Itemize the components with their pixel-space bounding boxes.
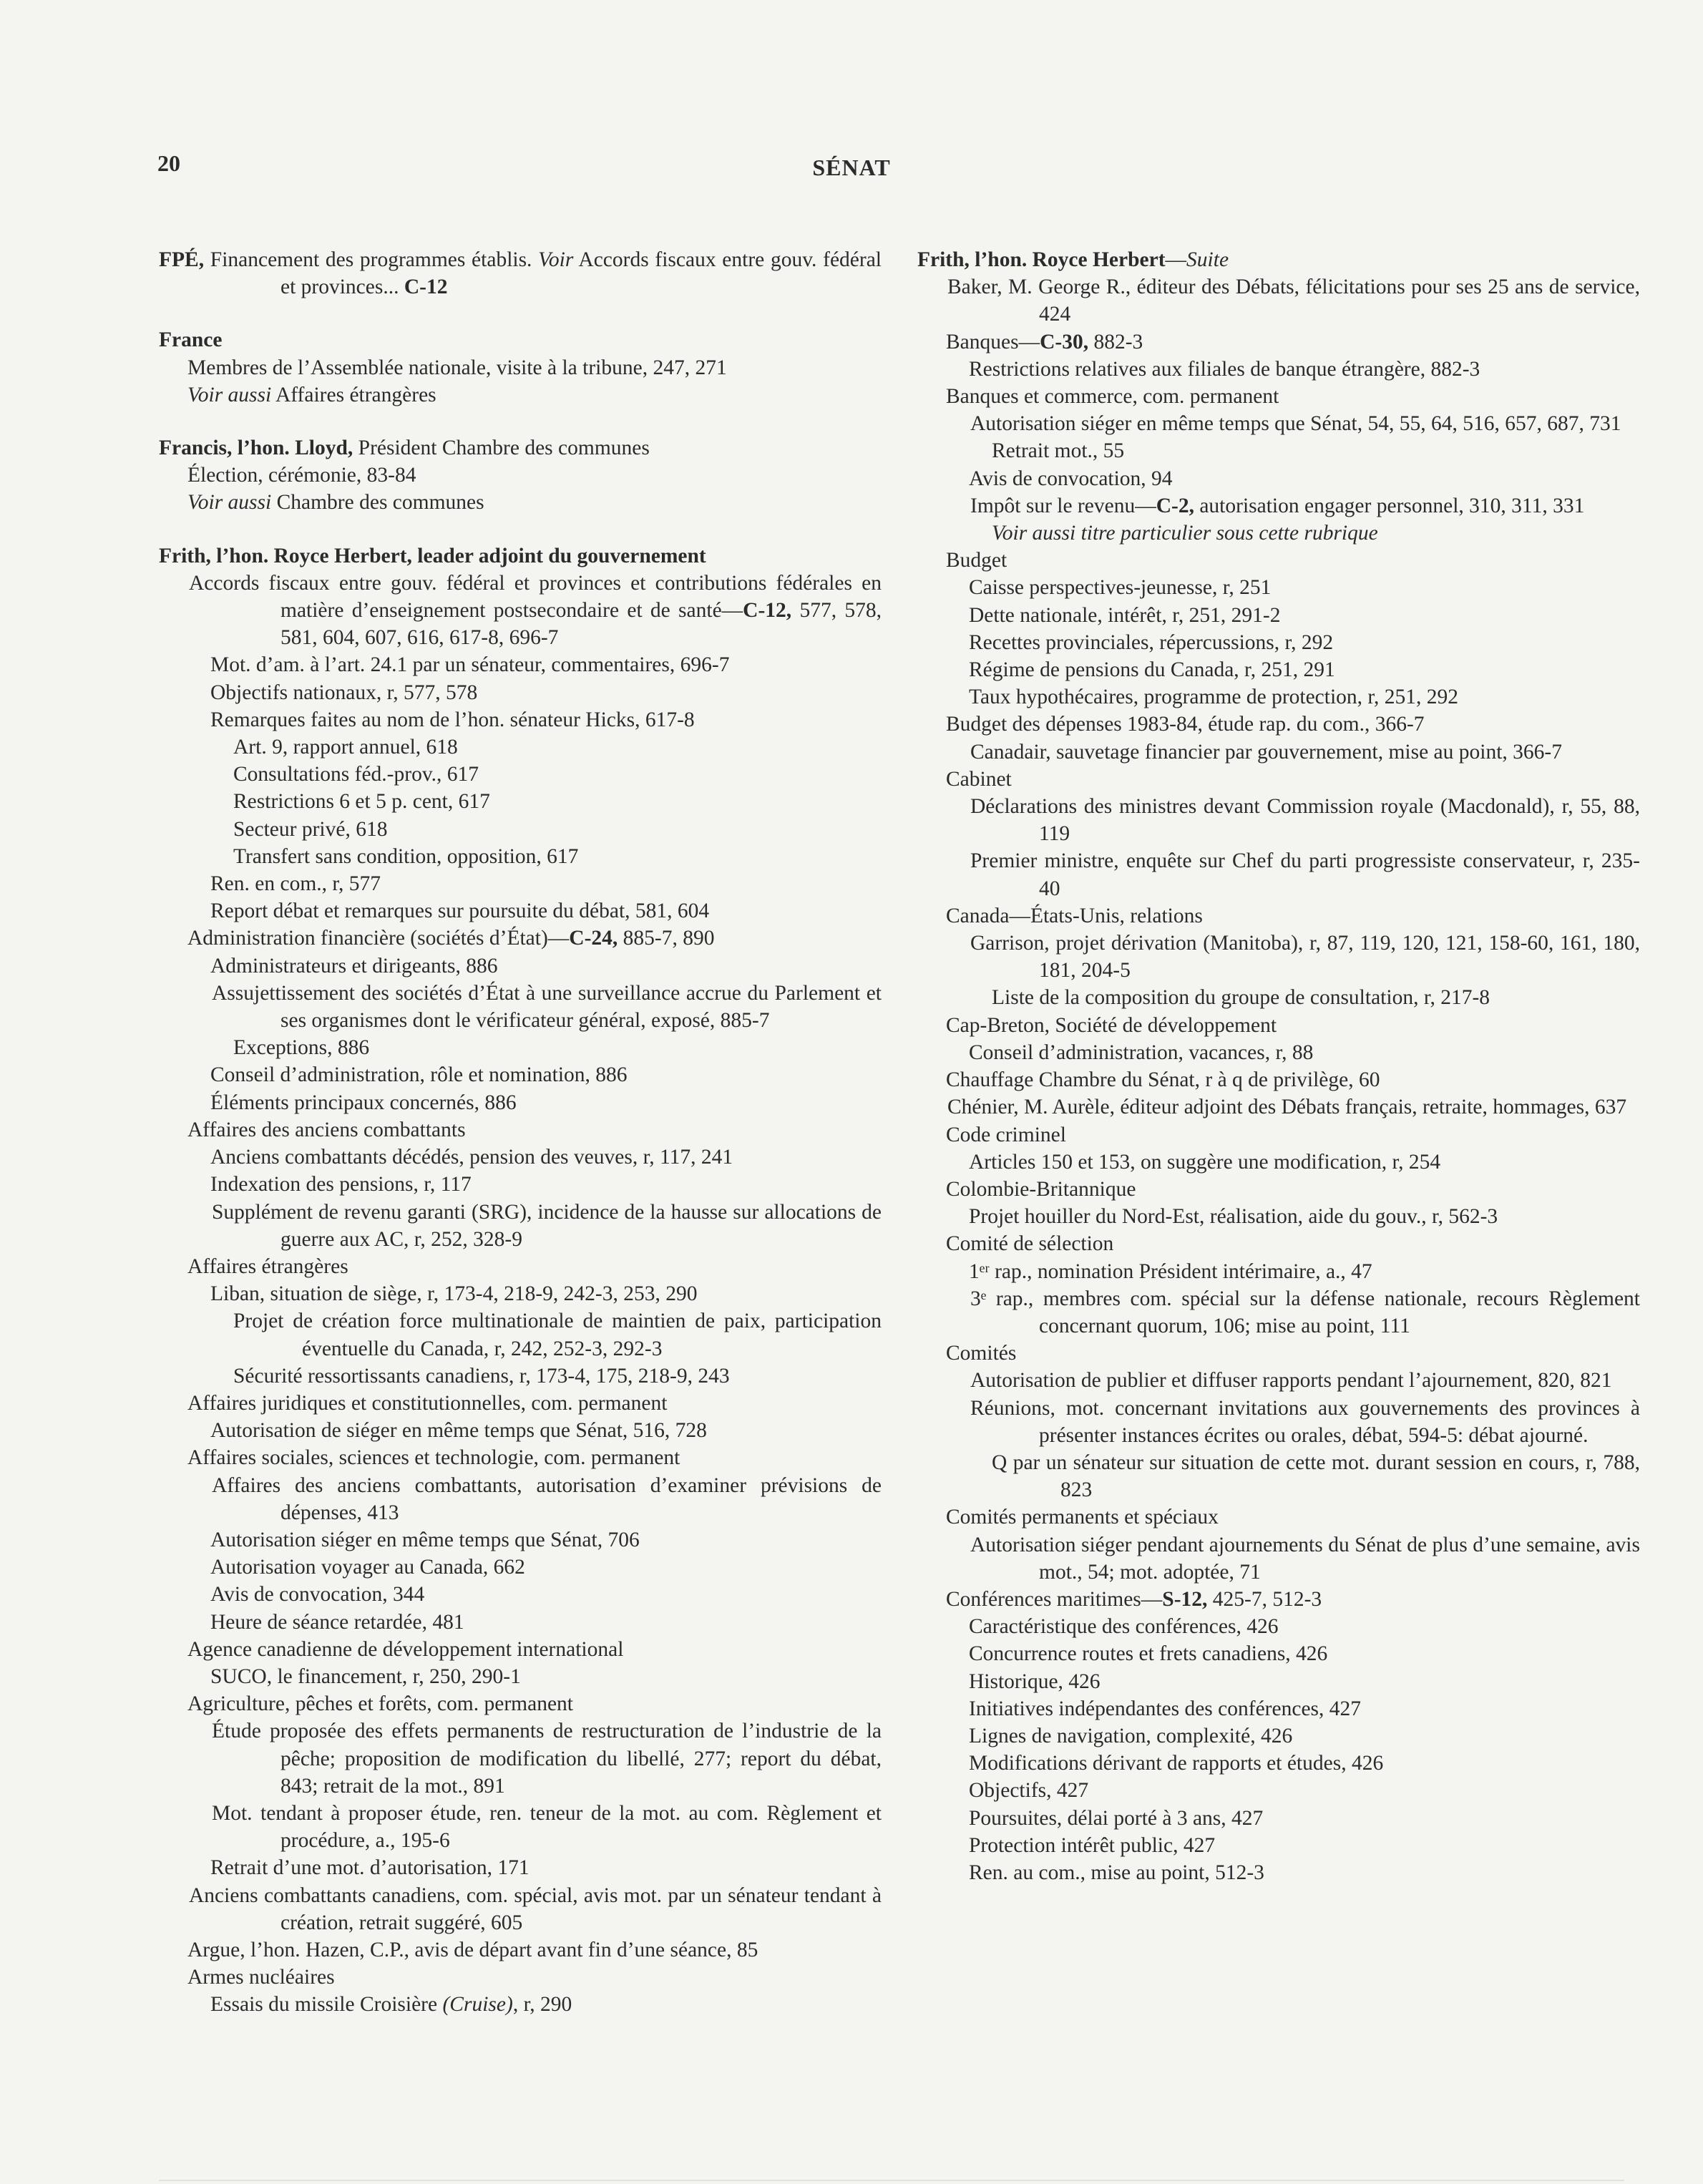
index-entry-text: Frith, l’hon. Royce Herbert, leader adjoint du gouvernement [159,544,706,567]
index-entry-text: Avis de convocation, 94 [969,467,1173,490]
index-entry-text: Élection, cérémonie, 83-84 [187,464,416,487]
index-entry-text: Assujettissement des sociétés d’État à une surveillance accrue du Parlement et ses organismes dont le vérificateur général, exposé, 885-7 [212,981,882,1033]
index-entry [159,952,882,980]
index-entry [917,683,1640,711]
index-entry-text: 3ᵉ rap., membres com. spécial sur la défense nationale, recours Règlement concernant quorum, 106; mise au point, 111 [970,1287,1640,1337]
index-entry-text: Banques et commerce, com. permanent [946,385,1279,409]
index-entry-text: Lignes de navigation, complexité, 426 [969,1724,1293,1747]
index-entry [159,1882,882,1936]
index-entry-text: 882-3 [1088,330,1143,354]
index-entry [159,1663,882,1690]
index-entry [917,1750,1640,1777]
index-entry-text: Voir aussi [187,383,272,406]
index-entry-text: Concurrence routes et frets canadiens, 426 [969,1642,1328,1666]
index-entry [917,1203,1640,1230]
index-entry-text: C-12 [404,276,448,299]
index-entry-text: Objectifs nationaux, r, 577, 578 [210,681,478,704]
index-entry-text: 1ᵉʳ rap., nomination Président intérimaire, a., 47 [969,1259,1372,1283]
index-entry-text: C-12, [743,599,792,623]
index-entry-text: Poursuites, délai porté à 3 ans, 427 [969,1806,1264,1830]
index-entry [917,547,1640,574]
index-entry [159,679,882,706]
index-entry [917,273,1640,328]
index-entry-text: Premier ministre, enquête sur Chef du parti progressiste conservateur, r, 235-40 [970,849,1640,900]
index-entry [917,847,1640,902]
index-entry-text: Cabinet [946,767,1012,791]
index-entry-text: Heure de séance retardée, 481 [210,1610,464,1634]
index-entry [159,816,882,843]
index-entry-text: , r, 290 [512,1993,572,2017]
index-entry [159,870,882,897]
index-entry-text: Francis, l’hon. Lloyd, [159,437,353,460]
index-entry-text: Budget des dépenses 1983-84, étude rap. du com., 366-7 [946,713,1425,736]
index-entry-text: Voir aussi titre particulier sous cette rubrique [992,522,1378,545]
index-entry [159,1444,882,1471]
index-entry-text: Étude proposée des effets permanents de restructuration de l’industrie de la pêche; proposition de modification du libellé, 277; report du débat, 843; retrait de la mot., 891 [212,1720,882,1798]
index-entry-text: Anciens combattants décédés, pension des veuves, r, 117, 241 [210,1146,733,1169]
index-entry [917,766,1640,793]
index-entry-text: Ren. au com., mise au point, 512-3 [969,1861,1264,1884]
index-entry [917,1285,1640,1340]
index-entry [917,1012,1640,1039]
index-entry [159,1417,882,1444]
index-entry [917,1449,1640,1503]
index-entry [159,1991,882,2018]
index-entry [159,354,882,381]
index-entry-text: Conférences maritimes— [946,1587,1163,1611]
index-entry [917,1613,1640,1640]
index-entry [917,1777,1640,1804]
index-entry [159,1690,882,1717]
index-entry [917,902,1640,930]
index-entry-text: Autorisation siéger en même temps que Sénat, 706 [210,1528,640,1551]
index-entry [159,1800,882,1854]
index-entry-text: Code criminel [946,1123,1066,1146]
index-entry-text: Remarques faites au nom de l’hon. sénateur Hicks, 617-8 [210,708,695,731]
index-entry-text: FPÉ, [159,248,205,271]
index-entry [159,1390,882,1417]
index-entry-text: Consultations féd.-prov., 617 [233,763,479,786]
index-entry-text: Dette nationale, intérêt, r, 251, 291-2 [969,603,1281,627]
index-entry-text: Caractéristique des conférences, 426 [969,1615,1279,1639]
index-entry [917,1066,1640,1093]
index-entry-text: Impôt sur le revenu— [970,494,1156,517]
index-entry-text: Caisse perspectives-jeunesse, r, 251 [969,576,1272,600]
index-entry-text: Affaires des anciens combattants, autorisation d’examiner prévisions de dépenses, 413 [212,1473,882,1524]
index-entry [159,1089,882,1116]
index-entry [159,1116,882,1144]
index-entry [917,1176,1640,1203]
index-entry [917,1367,1640,1394]
index-entry-text: Chénier, M. Aurèle, éditeur adjoint des Débats français, retraite, hommages, 637 [947,1096,1627,1119]
index-entry [917,1531,1640,1586]
index-entry-text: Argue, l’hon. Hazen, C.P., avis de départ avant fin d’une séance, 85 [187,1938,758,1961]
index-entry-text: Liste de la composition du groupe de consultation, r, 217-8 [992,986,1490,1010]
index-entry [159,897,882,925]
index-entry [917,1039,1640,1066]
index-entry [159,1581,882,1608]
index-entry-text: Initiatives indépendantes des conférences, 427 [969,1697,1362,1720]
index-entry-text: Colombie-Britannique [946,1177,1136,1201]
index-entry-text: Armes nucléaires [187,1966,335,1989]
index-entry [917,793,1640,847]
index-entry [159,434,882,462]
index-entry [159,1526,882,1554]
index-entry-text: autorisation engager personnel, 310, 311, 331 [1194,494,1585,517]
index-entry [159,326,882,354]
index-entry-text: Éléments principaux concernés, 886 [210,1091,517,1114]
index-entry-text: Conseil d’administration, vacances, r, 88 [969,1040,1314,1064]
index-entry-text: Administrateurs et dirigeants, 886 [210,954,498,978]
index-entry-text: Essais du missile Croisière [210,1993,443,2017]
page-number: 20 [157,150,180,176]
index-entry-text: Art. 9, rapport annuel, 618 [233,736,458,759]
index-entry-text: Autorisation siéger en même temps que Sénat, 54, 55, 64, 516, 657, 687, 731 [970,412,1621,436]
index-entry [159,1854,882,1881]
index-entry-text: Chauffage Chambre du Sénat, r à q de privilège, 60 [946,1068,1380,1092]
index-entry-text: Report débat et remarques sur poursuite du débat, 581, 604 [210,900,710,923]
index-entry-text: Avis de convocation, 344 [210,1583,425,1607]
index-column-left [159,246,882,2019]
index-entry [917,1859,1640,1886]
index-entry-text: Régime de pensions du Canada, r, 251, 291 [969,658,1335,682]
index-entry-text: Membres de l’Assemblée nationale, visite à la tribune, 247, 271 [187,356,727,379]
index-entry [159,1964,882,1991]
index-entry-text: Articles 150 et 153, on suggère une modification, r, 254 [969,1150,1441,1174]
index-entry [917,1503,1640,1531]
index-entry [917,1722,1640,1750]
index-entry [159,1280,882,1307]
index-entry-text: Chambre des communes [271,491,484,515]
index-entry [159,706,882,733]
index-entry [917,1121,1640,1149]
index-entry-text: Recettes provinciales, répercussions, r, 292 [969,630,1334,654]
index-entry-text: Comités permanents et spéciaux [946,1506,1219,1529]
index-entry-text: Restrictions 6 et 5 p. cent, 617 [233,790,490,814]
index-entry-text: Mot. tendant à proposer étude, ren. teneur de la mot. au com. Règlement et procédure, a., 195-6 [212,1801,882,1853]
index-entry-text: 425-7, 512-3 [1207,1587,1322,1611]
index-entry [159,542,882,570]
index-entry [159,1034,882,1061]
index-entry-text: Agence canadienne de développement international [187,1637,624,1661]
index-entry [159,1144,882,1171]
index-entry-text: Affaires étrangères [187,1254,348,1278]
index-entry [159,761,882,788]
index-entry [159,1199,882,1253]
index-entry [917,437,1640,464]
index-entry-text: Modifications dérivant de rapports et études, 426 [969,1752,1384,1775]
index-entry-text: Exceptions, 886 [233,1036,370,1060]
index-entry [917,1230,1640,1257]
index-entry [159,246,882,301]
index-entry-text: C-24, [569,927,618,950]
index-column-right [917,246,1640,1886]
index-entry [159,925,882,952]
index-entry-text: Anciens combattants canadiens, com. spécial, avis mot. par un sénateur tendant à création, retrait suggéré, 605 [189,1883,882,1934]
index-entry [917,574,1640,601]
index-entry-text: Banques— [946,330,1040,354]
index-entry [917,629,1640,656]
index-entry-text: Ren. en com., r, 577 [210,872,381,896]
index-entry-text: Cap-Breton, Société de développement [946,1013,1277,1037]
index-entry-text: Comités [946,1342,1017,1365]
index-entry-text: Conseil d’administration, rôle et nomination, 886 [210,1063,628,1087]
index-entry [159,1253,882,1280]
index-entry [917,1668,1640,1695]
index-entry-text: Garrison, projet dérivation (Manitoba), r, 87, 119, 120, 121, 158-60, 161, 180, 181, 204-5 [970,932,1640,983]
index-entry-text: Affaires sociales, sciences et technologie, com. permanent [187,1446,680,1470]
index-entry [917,520,1640,547]
index-entry [917,383,1640,410]
index-entry-text: Sécurité ressortissants canadiens, r, 173-4, 175, 218-9, 243 [233,1364,730,1388]
index-entry-text: Affaires juridiques et constitutionnelles, com. permanent [187,1391,668,1415]
index-entry-text: Transfert sans condition, opposition, 617 [233,844,579,868]
index-entry [917,1695,1640,1722]
index-entry-text: Baker, M. George R., éditeur des Débats, félicitations pour ses 25 ans de service, 424 [947,276,1640,326]
index-entry [159,570,882,652]
index-entry-text: Agriculture, pêches et forêts, com. permanent [187,1692,573,1716]
index-entry [159,1609,882,1636]
index-entry [917,930,1640,984]
index-entry [917,711,1640,738]
index-entry [917,356,1640,383]
bottom-rule [159,2180,1624,2181]
index-entry-text: Administration financière (sociétés d’État)— [187,927,570,950]
index-entry-text: Restrictions relatives aux filiales de banque étrangère, 882-3 [969,357,1480,381]
index-entry-text: — [1165,248,1187,271]
index-entry-text: Budget [946,549,1007,572]
index-entry [917,656,1640,683]
index-entry-text: Voir aussi [187,491,272,515]
index-entry [159,1636,882,1663]
index-entry [917,492,1640,520]
index-entry [917,738,1640,766]
index-entry [159,843,882,870]
index-entry [159,1171,882,1198]
index-entry-text: C-2, [1156,494,1194,517]
index-entry-text: Autorisation siéger pendant ajournements du Sénat de plus d’une semaine, avis mot., 54; mot. adoptée, 71 [970,1533,1640,1584]
index-entry [159,1307,882,1362]
index-entry [159,381,882,409]
index-entry [917,1149,1640,1176]
index-entry-text: Frith, l’hon. Royce Herbert [917,248,1166,271]
index-entry-text: Accords fiscaux entre gouv. fédéral et provinces... [280,248,882,299]
index-entry [917,1640,1640,1667]
index-entry [159,1362,882,1390]
index-entry [159,1936,882,1964]
index-entry [917,1805,1640,1832]
index-entry-text: Affaires étrangères [271,383,436,406]
index-entry-text: Retrait d’une mot. d’autorisation, 171 [210,1856,530,1880]
index-entry [917,984,1640,1011]
index-entry-text: 577, 578, 581, 604, 607, 616, 617-8, 696-7 [280,599,882,650]
index-entry-text: (Cruise) [442,1993,513,2017]
index-entry [159,980,882,1034]
index-entry-text: Indexation des pensions, r, 117 [210,1173,472,1196]
index-entry [159,1472,882,1526]
index-entry-text: Canada—États-Unis, relations [946,904,1203,927]
index-entry [917,602,1640,629]
index-entry [917,1093,1640,1121]
index-entry [917,1832,1640,1859]
index-entry-text: SUCO, le financement, r, 250, 290-1 [210,1664,521,1688]
index-entry [917,246,1640,273]
index-entry [159,1554,882,1581]
index-entry-text: Financement des programmes établis. [204,248,539,271]
index-entry [159,733,882,761]
index-entry-text: Secteur privé, 618 [233,817,388,841]
index-entry-text: Accords fiscaux entre gouv. fédéral et provinces et contributions fédérales en matière d’enseignement postsecondaire et de santé— [189,571,882,623]
index-entry [159,788,882,815]
index-entry-text: Mot. d’am. à l’art. 24.1 par un sénateur, commentaires, 696-7 [210,653,730,677]
index-entry-text: Autorisation voyager au Canada, 662 [210,1556,525,1579]
index-entry [159,1717,882,1800]
index-entry-text: Projet houiller du Nord-Est, réalisation, aide du gouv., r, 562-3 [969,1205,1498,1229]
index-entry [917,1258,1640,1285]
index-entry [159,462,882,489]
index-entry [159,651,882,678]
index-entry [917,410,1640,437]
index-entry-text: Réunions, mot. concernant invitations aux gouvernements des provinces à présenter instances écrites ou orales, débat, 594-5: débat ajourné. [970,1396,1640,1447]
index-entry [159,1061,882,1088]
index-entry-text: C-30, [1040,330,1089,354]
index-entry-text: Supplément de revenu garanti (SRG), incidence de la hausse sur allocations de guerre aux AC, r, 252, 328-9 [212,1200,882,1251]
index-entry-text: Autorisation de publier et diffuser rapports pendant l’ajournement, 820, 821 [970,1369,1612,1393]
index-entry-text: Objectifs, 427 [969,1779,1089,1803]
index-entry-text: Suite [1186,248,1229,271]
index-entry-text: Liban, situation de siège, r, 173-4, 218-9, 242-3, 253, 290 [210,1282,698,1306]
running-title: SÉNAT [812,155,891,180]
index-entry [917,1395,1640,1449]
index-entry-text: Président Chambre des communes [353,437,650,460]
index-entry-text: Autorisation de siéger en même temps que Sénat, 516, 728 [210,1419,707,1443]
index-entry-text: Comité de sélection [946,1232,1114,1256]
index-entry-text: Historique, 426 [969,1669,1101,1693]
index-entry-text: Q par un sénateur sur situation de cette mot. durant session en cours, r, 788, 823 [992,1451,1640,1502]
index-entry-text: Taux hypothécaires, programme de protection, r, 251, 292 [969,686,1459,709]
index-entry [917,1586,1640,1613]
index-entry [917,328,1640,356]
index-entry [917,465,1640,492]
index-entry-text: Voir [538,248,574,271]
index-entry-text: Affaires des anciens combattants [187,1118,466,1141]
index-entry-text: Projet de création force multinationale de maintien de paix, participation éventuelle du Canada, r, 242, 252-3, 292-3 [233,1310,882,1360]
index-entry-text: Déclarations des ministres devant Commission royale (Macdonald), r, 55, 88, 119 [970,795,1640,846]
index-entry-text: Protection intérêt public, 427 [969,1833,1216,1857]
index-entry [917,1340,1640,1367]
index-entry [159,489,882,516]
index-entry-text: Retrait mot., 55 [992,439,1125,463]
index-entry-text: France [159,328,223,352]
index-entry-text: 885-7, 890 [618,927,715,950]
index-entry-text: S-12, [1162,1587,1208,1611]
index-entry-text: Canadair, sauvetage financier par gouvernement, mise au point, 366-7 [970,740,1562,764]
